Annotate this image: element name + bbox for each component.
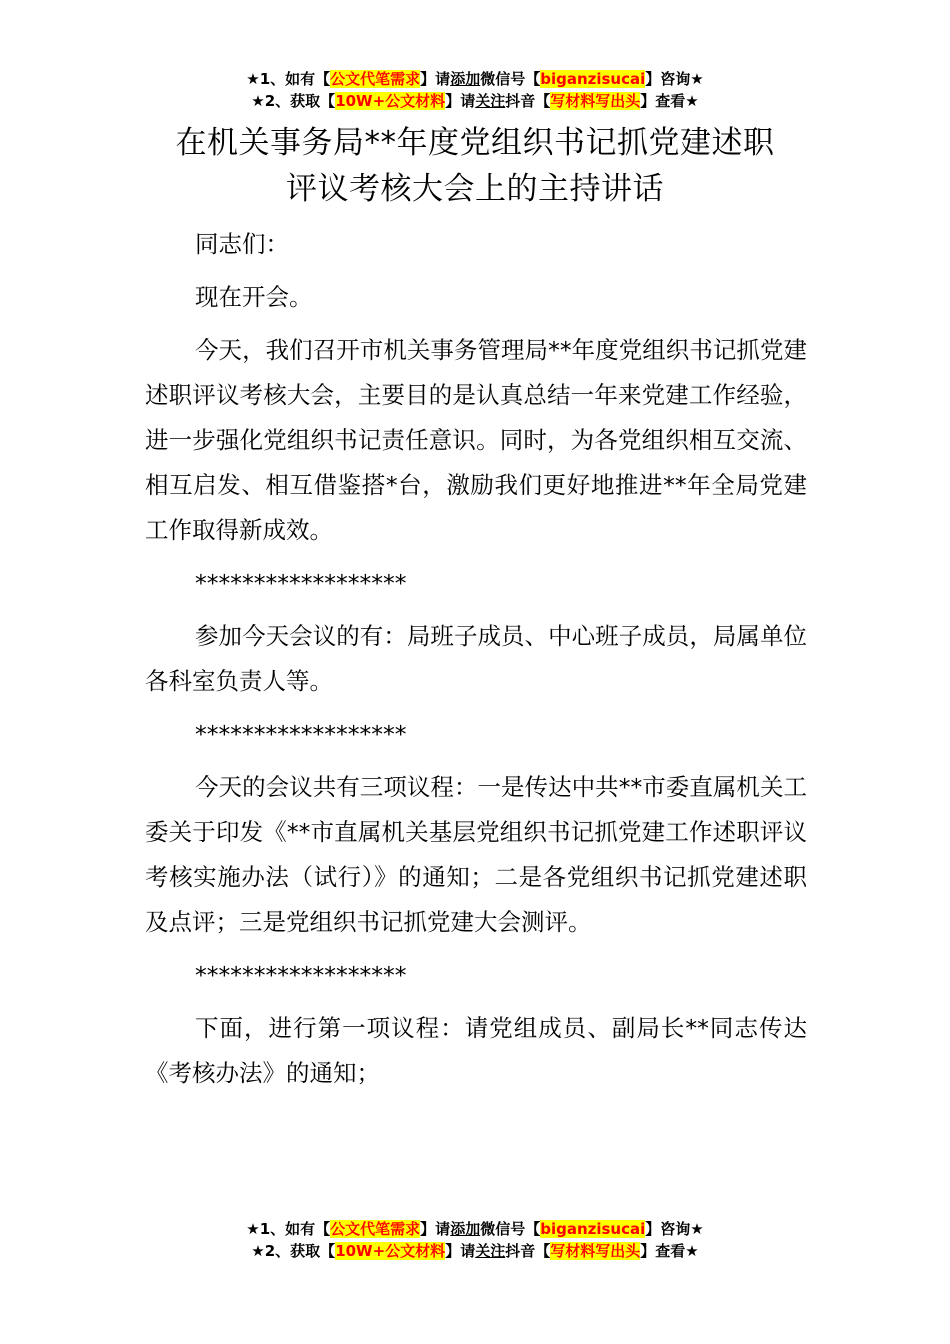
banner-line-1	[0, 68, 950, 90]
separator: ******************	[195, 961, 407, 989]
banner-highlight: 公文代笔需求	[330, 70, 421, 88]
banner-text: ★1、如有【	[246, 70, 331, 88]
banner-underline: 关注	[475, 1242, 506, 1260]
separator: ******************	[195, 569, 407, 597]
banner-underline: 添加	[450, 1220, 481, 1238]
banner-text: 】请	[420, 70, 451, 88]
banner-text: 微信号【	[480, 70, 541, 88]
banner-highlight: 写材料写出头	[550, 1242, 641, 1260]
banner-text: ★1、如有【	[246, 1220, 331, 1238]
banner-line-1	[0, 1218, 950, 1240]
banner-text: 】咨询★	[645, 70, 704, 88]
bottom-banner	[0, 1218, 950, 1262]
banner-text: 】查看★	[640, 1242, 699, 1260]
paragraph-attendees: 参加今天会议的有：局班子成员、中心班子成员，局属单位各科室负责人等。	[145, 622, 807, 695]
separator: ******************	[195, 720, 407, 748]
paragraph-open: 现在开会。	[195, 283, 313, 311]
banner-text: 】请	[445, 92, 476, 110]
title-line-1: 在机关事务局**年度党组织书记抓党建述职	[175, 125, 775, 161]
paragraph-first-item: 下面，进行第一项议程：请党组成员、副局长**同志传达《考核办法》的通知；	[145, 1014, 807, 1087]
banner-highlight: biganzisucai	[540, 1220, 646, 1238]
banner-text: 】请	[445, 1242, 476, 1260]
banner-line-2	[0, 90, 950, 112]
banner-highlight: 10W+公文材料	[335, 1242, 446, 1260]
document-title	[0, 120, 950, 212]
banner-text: 】查看★	[640, 92, 699, 110]
banner-line-2	[0, 1240, 950, 1262]
title-line-2: 评议考核大会上的主持讲话	[286, 171, 664, 207]
top-banner	[0, 68, 950, 112]
salutation: 同志们：	[195, 230, 289, 258]
banner-text: 】请	[420, 1220, 451, 1238]
banner-highlight: biganzisucai	[540, 70, 646, 88]
paragraph-agenda: 今天的会议共有三项议程：一是传达中共**市委直属机关工委关于印发《**市直属机关基层党组织书记抓党建工作述职评议考核实施办法（试行）》的通知；二是各党组织书记抓党建述职及点评；三是党组织书记抓党建大会测评。	[145, 773, 807, 936]
banner-underline: 关注	[475, 92, 506, 110]
banner-text: 抖音【	[505, 1242, 551, 1260]
banner-text: 微信号【	[480, 1220, 541, 1238]
banner-text: ★2、获取【	[251, 92, 336, 110]
document-body	[145, 222, 807, 1104]
banner-text: ★2、获取【	[251, 1242, 336, 1260]
banner-highlight: 10W+公文材料	[335, 92, 446, 110]
paragraph-purpose: 今天，我们召开市机关事务管理局**年度党组织书记抓党建述职评议考核大会，主要目的是认真总结一年来党建工作经验，进一步强化党组织书记责任意识。同时，为各党组织相互交流、相互启发、相互借鉴搭*台，激励我们更好地推进**年全局党建工作取得新成效。	[145, 336, 807, 544]
banner-underline: 添加	[450, 70, 481, 88]
banner-text: 抖音【	[505, 92, 551, 110]
banner-highlight: 公文代笔需求	[330, 1220, 421, 1238]
banner-text: 】咨询★	[645, 1220, 704, 1238]
banner-highlight: 写材料写出头	[550, 92, 641, 110]
